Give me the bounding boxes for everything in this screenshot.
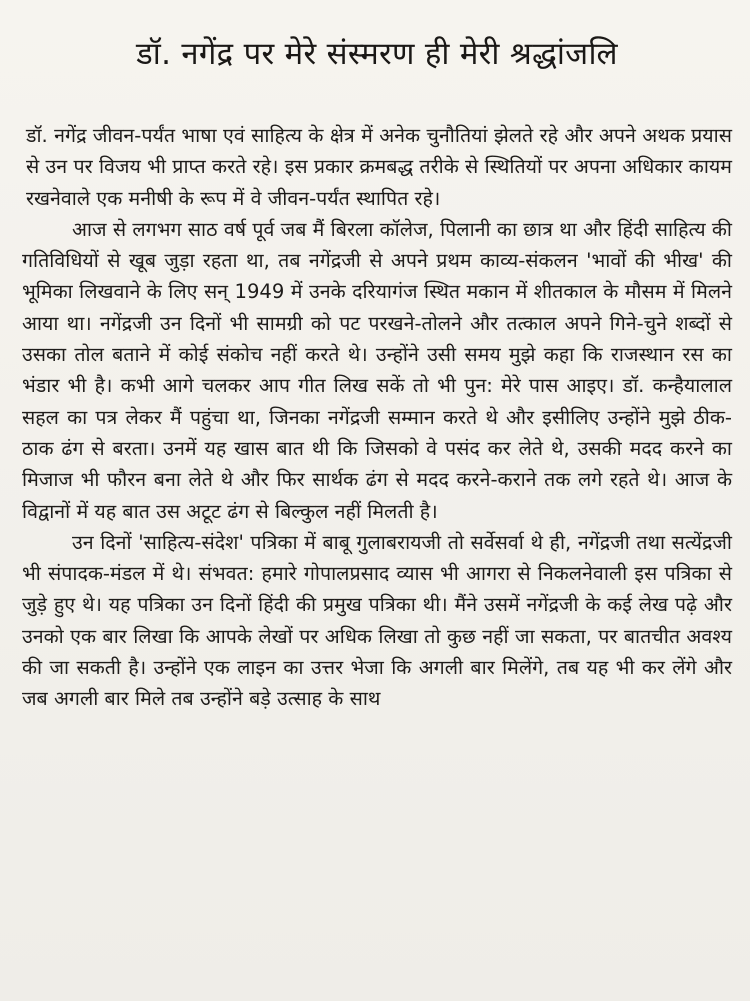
paragraph-3: उन दिनों 'साहित्य-संदेश' पत्रिका में बाबू गुलाबरायजी तो सर्वेसर्वा थे ही, नगेंद्रजी तथा सत्येंद्रजी भी संपादक-मंडल में थे। संभवत: हमारे गोपालप्रसाद व्यास भी आगरा से निकलनेवाली इस पत्रिका से जुड़े हुए थे। यह पत्रिका उन दिनों हिंदी की प्रमुख पत्रिका थी। मैंने उसमें नगेंद्रजी के कई लेख पढ़े और उनको एक बार लिखा कि आपके लेखों पर अधिक लिखा तो कुछ नहीं जा सकता, पर बातचीत अवश्य की जा सकती है। उन्होंने एक लाइन का उत्तर भेजा कि अगली बार मिलेंगे, तब यह भी कर लेंगे और जब अगली बार मिले तब उन्होंने बड़े उत्साह के साथ: [22, 530, 732, 711]
paragraph-2: आज से लगभग साठ वर्ष पूर्व जब मैं बिरला कॉलेज, पिलानी का छात्र था और हिंदी साहित्य की गतिविधियों से खूब जुड़ा रहता था, तब नगेंद्रजी से अपने प्रथम काव्य-संकलन 'भावों की भीख' की भूमिका लिखवाने के लिए सन् 1949 में उनके दरियागंज स्थित मकान में शीतकाल के मौसम में मिलने आया था। नगेंद्रजी उन दिनों भी सामग्री को पट परखने-तोलने और तत्काल अपने गिने-चुने शब्दों से उसका तोल बताने में कोई संकोच नहीं करते थे। उन्होंने उसी समय मुझे कहा कि राजस्थान रस का भंडार भी है। कभी आगे चलकर आप गीत लिख सकें तो भी पुन: मेरे पास आइए। डॉ. कन्हैयालाल सहल का पत्र लेकर मैं पहुंचा था, जिनका नगेंद्रजी सम्मान करते थे और इसीलिए उन्होंने मुझे ठीक-ठाक ढंग से बरता। उनमें यह खास बात थी कि जिसको वे पसंद कर लेते थे, उसकी मदद करने का मिजाज भी फौरन बना लेते थे और फिर सार्थक ढंग से मदद करने-कराने तक लगे रहते थे। आज के विद्वानों में यह बात उस अटूट ढंग से बिल्कुल नहीं मिलती है।: [22, 217, 732, 523]
paragraph-1: डॉ. नगेंद्र जीवन-पर्यंत भाषा एवं साहित्य के क्षेत्र में अनेक चुनौतियां झेलते रहे और अपने अथक प्रयास से उन पर विजय भी प्राप्त करते रहे। इस प्रकार क्रमबद्ध तरीके से स्थितियों पर अपना अधिकार कायम रखनेवाले एक मनीषी के रूप में वे जीवन-पर्यंत स्थापित रहे।: [26, 124, 732, 210]
page-title: डॉ. नगेंद्र पर मेरे संस्मरण ही मेरी श्रद्धांजलि: [136, 36, 618, 72]
